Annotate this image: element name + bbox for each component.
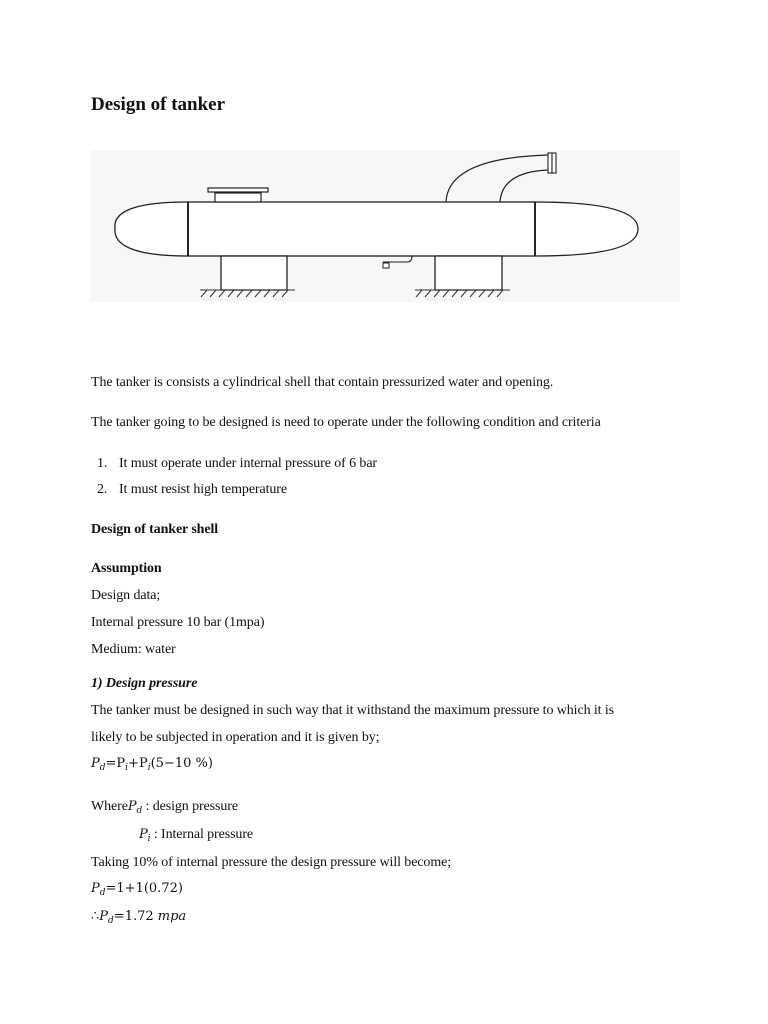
drain-cap [383, 263, 389, 268]
design-pressure-equation: $P_d=P_i+P_i(5-10$ %) [91, 756, 213, 773]
criteria-number: 1. [97, 456, 108, 471]
taking-line: Taking 10% of internal pressure the design pressure will become; [91, 855, 452, 870]
internal-pressure-symbol-line: $P_i$ : Internal pressure [139, 827, 254, 844]
where-line: WhereP$_d$ : design pressure [91, 799, 238, 816]
assumption-heading: Assumption [91, 561, 162, 576]
intro-paragraph-2: The tanker going to be designed is need to operate under the following condition and criteria [91, 415, 601, 430]
criteria-text: It must operate under internal pressure of 6 bar [119, 456, 377, 471]
manhole-flange [208, 188, 268, 192]
design-pressure-heading: 1) Design pressure [91, 676, 198, 691]
left-saddle [221, 256, 287, 290]
criteria-item [91, 456, 377, 472]
intro-paragraph-1: The tanker is consists a cylindrical shell that contain pressurized water and opening. [91, 375, 554, 390]
criteria-text: It must resist high temperature [119, 482, 287, 497]
cylindrical-shell [188, 202, 535, 256]
criteria-item [91, 482, 287, 498]
page-title: Design of tanker [91, 94, 226, 115]
manhole-neck [215, 193, 261, 202]
design-pressure-result: $\therefore P_d=1.72$ mpa [91, 909, 187, 926]
tanker-figure [90, 150, 680, 302]
medium-line: Medium: water [91, 642, 176, 657]
internal-pressure-line: Internal pressure 10 bar (1mpa) [91, 615, 265, 630]
design-pressure-line-2: likely to be subjected in operation and it is given by; [91, 730, 380, 745]
design-data-label: Design data; [91, 588, 161, 603]
right-saddle [435, 256, 502, 290]
criteria-number: 2. [97, 482, 108, 497]
outlet-flange-a [548, 153, 552, 173]
section-heading-shell: Design of tanker shell [91, 522, 219, 537]
outlet-flange-b [552, 153, 556, 173]
design-pressure-calc: $P_d=1+1(0.72)$ [91, 881, 183, 898]
design-pressure-line-1: The tanker must be designed in such way that it withstand the maximum pressure to which it is [91, 703, 614, 718]
